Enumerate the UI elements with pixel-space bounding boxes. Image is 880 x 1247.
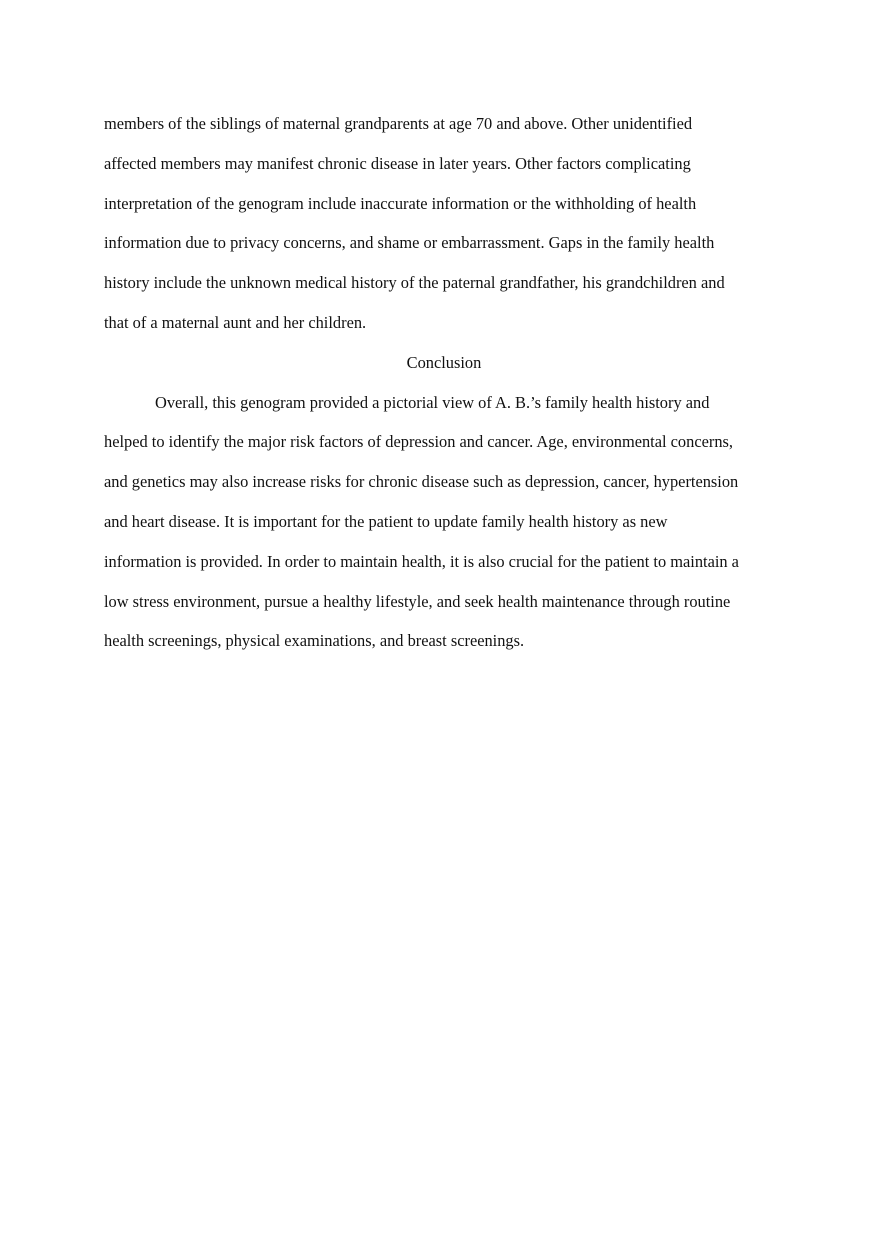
text-line: health screenings, physical examinations, and breast screenings.	[104, 631, 525, 651]
text-line: helped to identify the major risk factors of depression and cancer. Age, environmental concerns,	[104, 432, 734, 452]
paragraph-conclusion	[104, 383, 784, 662]
text-line: members of the siblings of maternal grandparents at age 70 and above. Other unidentified	[104, 114, 693, 133]
text-line: that of a maternal aunt and her children.	[104, 312, 367, 332]
text-line: and heart disease. It is important for the patient to update family health history as new	[104, 511, 668, 531]
text-line: affected members may manifest chronic disease in later years. Other factors complicating	[104, 153, 691, 173]
text-line: information due to privacy concerns, and shame or embarrassment. Gaps in the family health	[104, 233, 715, 253]
text-line: history include the unknown medical history of the paternal grandfather, his grandchildren and	[104, 273, 725, 293]
paragraph-gaps-in-history	[104, 104, 784, 343]
text-line: and genetics may also increase risks for chronic disease such as depression, cancer, hypertension	[104, 472, 739, 492]
text-line: Overall, this genogram provided a pictorial view of A. B.’s family health history and	[155, 392, 710, 412]
text-line: information is provided. In order to maintain health, it is also crucial for the patient to maintain a	[104, 551, 739, 571]
text-line: interpretation of the genogram include inaccurate information or the withholding of health	[104, 193, 697, 213]
text-line: low stress environment, pursue a healthy lifestyle, and seek health maintenance through routine	[104, 591, 731, 611]
document-body	[104, 104, 784, 661]
section-heading-conclusion: Conclusion	[406, 352, 482, 372]
